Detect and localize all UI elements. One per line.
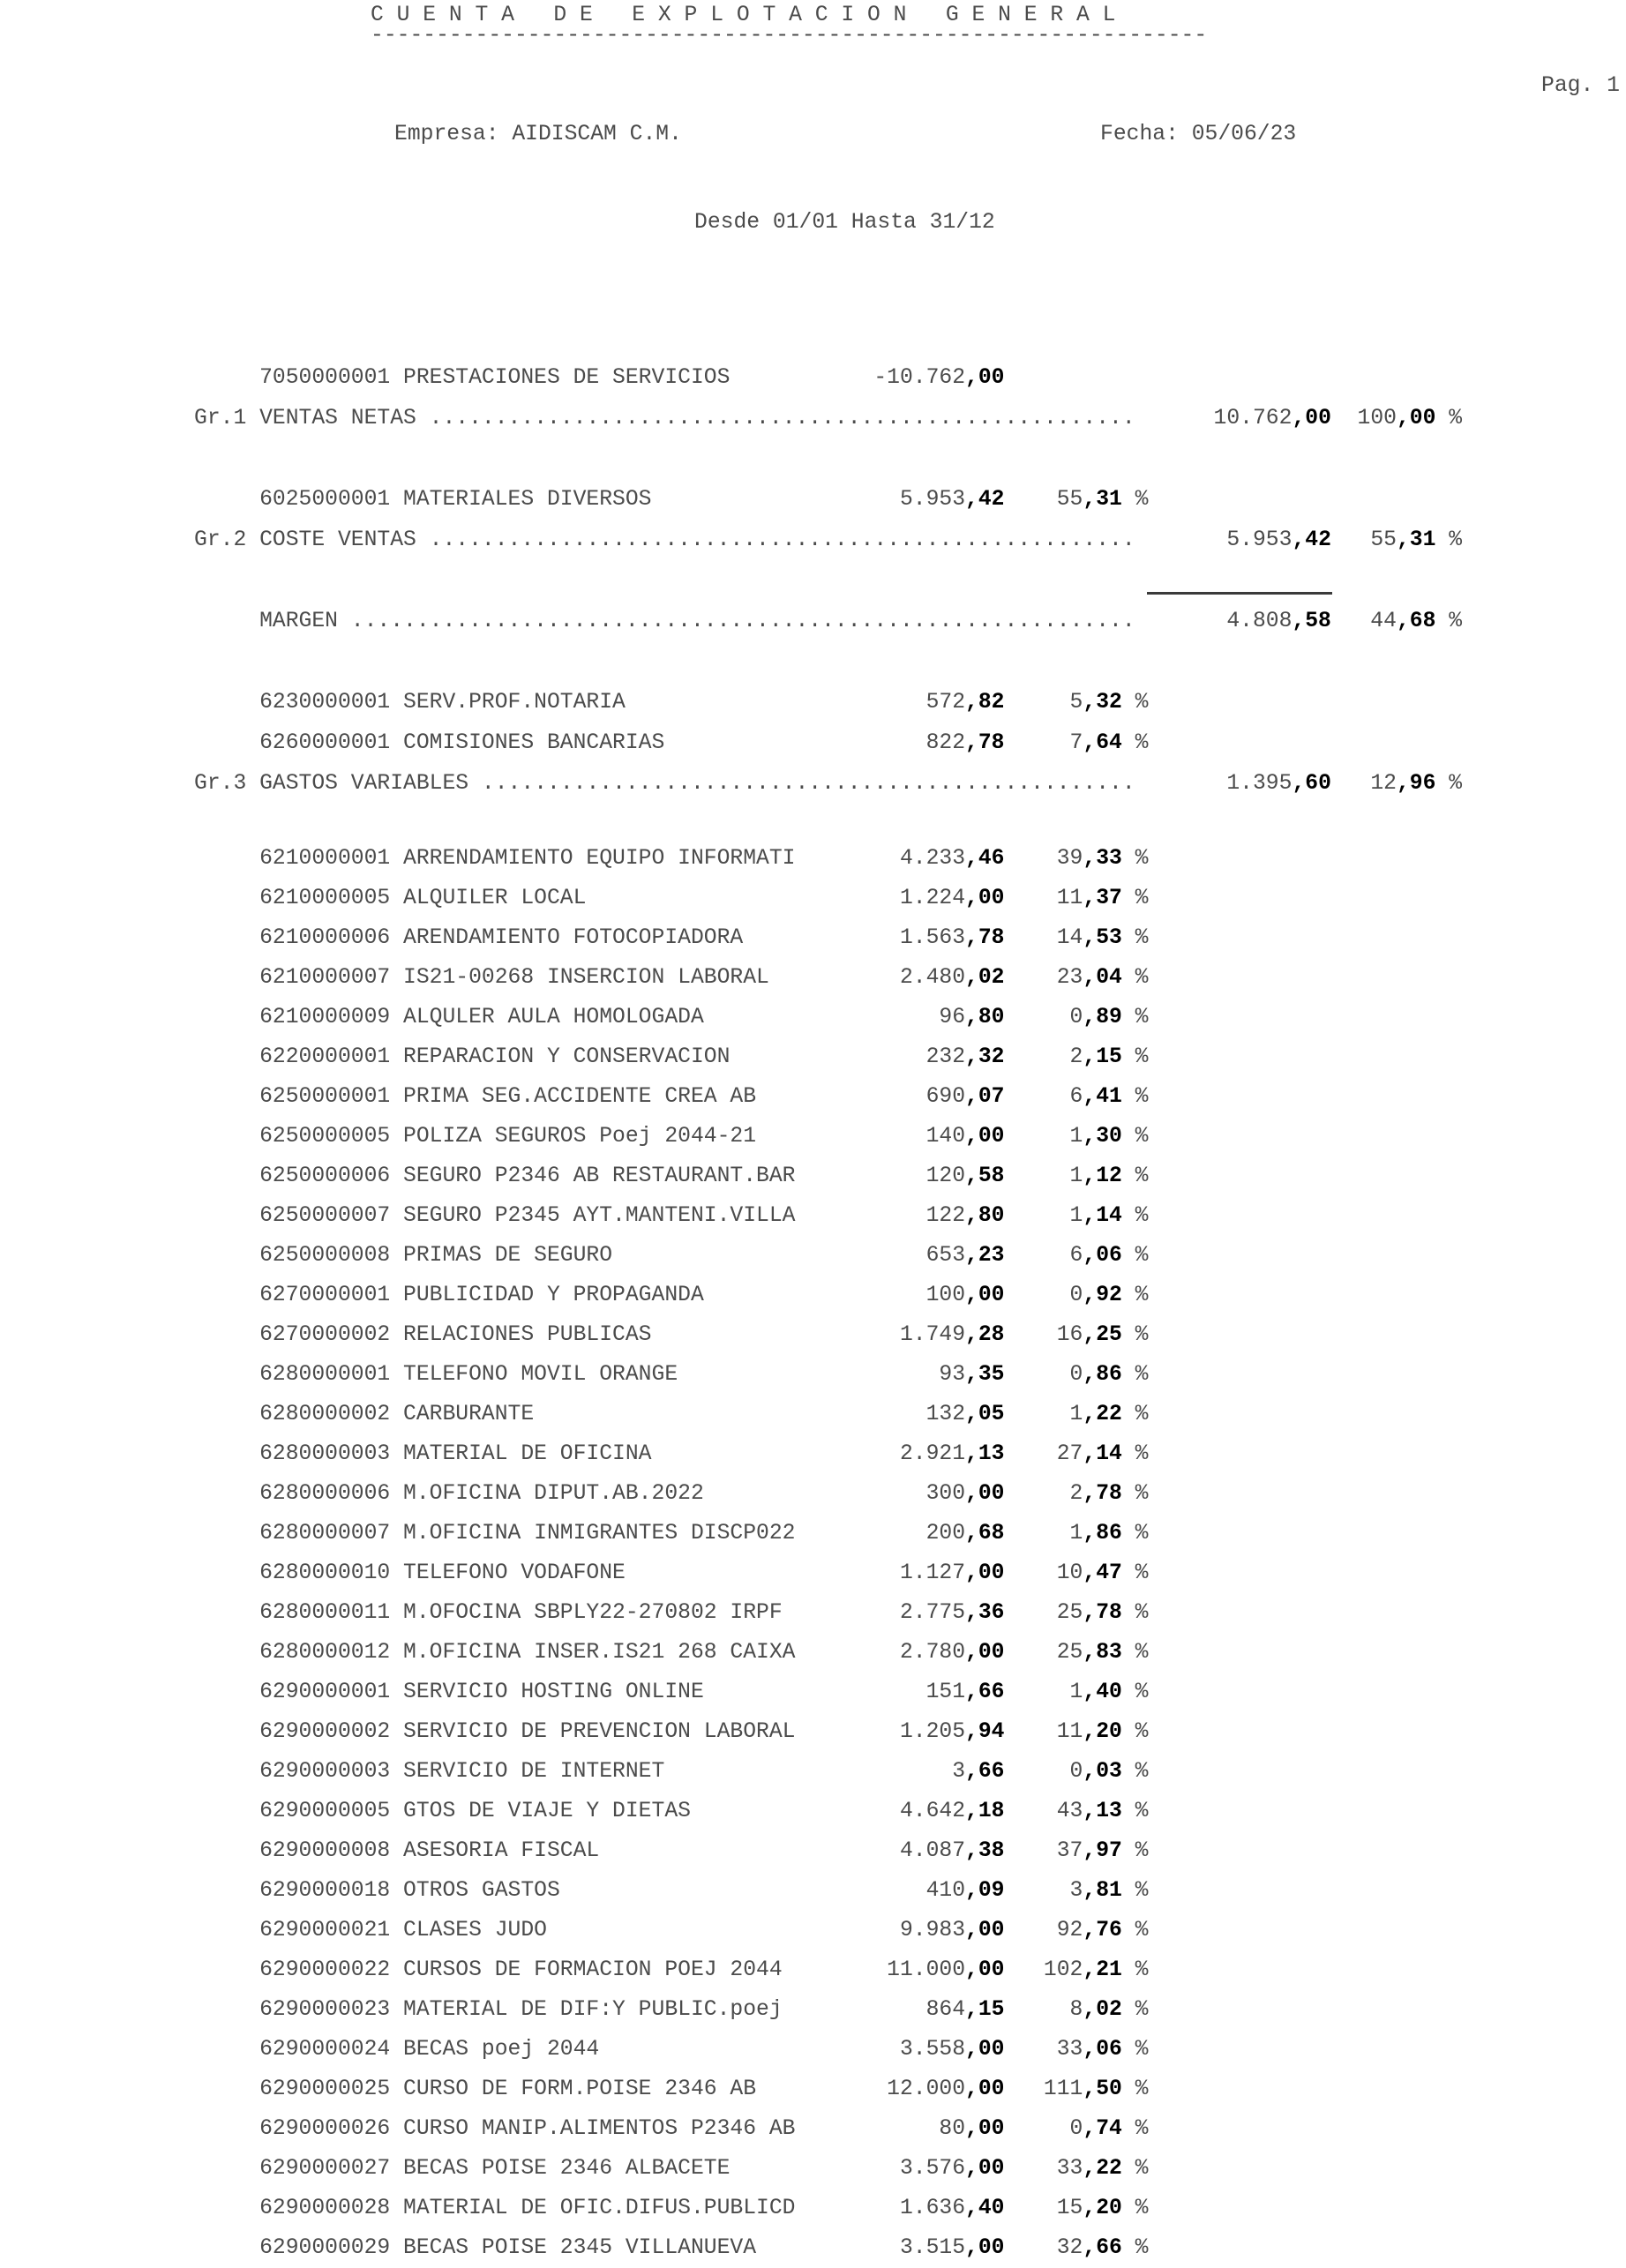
account-row [194, 1950, 1161, 1990]
percent-sign: % [1121, 1084, 1149, 1109]
percent-sign: % [1121, 690, 1149, 715]
account-description: GTOS DE VIAJE Y DIETAS [403, 1799, 691, 1823]
account-number: 6290000008 [259, 1838, 391, 1863]
percent-sign: % [1121, 1322, 1149, 1347]
account-row [194, 2070, 1161, 2109]
account-number: 6250000005 [259, 1124, 391, 1149]
account-number: 6250000006 [259, 1164, 391, 1188]
account-row [194, 479, 1475, 520]
account-description: M.OFICINA INMIGRANTES DISCP022 [403, 1521, 796, 1546]
percent-sign: % [1121, 1957, 1149, 1982]
account-row [194, 2030, 1161, 2070]
group-total-row [194, 763, 1475, 804]
group-percent: 12,96 [1370, 771, 1436, 796]
amount-value: 200,68 [925, 1521, 1005, 1546]
account-row [194, 1434, 1161, 1474]
amount-value: 151,66 [925, 1680, 1005, 1704]
account-description: CURSO MANIP.ALIMENTOS P2346 AB [403, 2116, 796, 2141]
amount-value: 5.953,42 [899, 487, 1005, 512]
percent-sign: % [1121, 1640, 1149, 1665]
percent-sign: % [1121, 846, 1149, 871]
percent-value: 23,04 [1056, 965, 1122, 990]
amount-value: 2.780,00 [899, 1640, 1005, 1665]
account-row [194, 1355, 1161, 1395]
amount-value: 1.127,00 [899, 1561, 1005, 1585]
percent-value: 1,30 [1069, 1124, 1122, 1149]
percent-sign: % [1121, 1997, 1149, 2022]
amount-value: 653,23 [925, 1243, 1005, 1268]
account-description: MATERIAL DE DIF:Y PUBLIC.poej [403, 1997, 783, 2022]
percent-sign: % [1121, 965, 1149, 990]
account-number: 6290000029 [259, 2235, 391, 2260]
margin-row [194, 601, 1475, 641]
percent-sign: % [1121, 886, 1149, 910]
account-row [194, 839, 1161, 879]
account-number: 6230000001 [259, 690, 391, 715]
percent-value: 3,81 [1069, 1878, 1122, 1903]
percent-value: 6,41 [1069, 1084, 1122, 1109]
account-row [194, 998, 1161, 1037]
percent-sign: % [1121, 2116, 1149, 2141]
percent-value: 1,40 [1069, 1680, 1122, 1704]
percent-sign: % [1435, 609, 1463, 633]
amount-value: 12.000,00 [887, 2077, 1005, 2101]
account-number: 6290000021 [259, 1918, 391, 1942]
group-total-row [194, 520, 1475, 560]
page-number: Pag. 1 [1541, 73, 1620, 98]
account-row [194, 1276, 1161, 1315]
account-number: 6280000010 [259, 1561, 391, 1585]
account-number: 6250000007 [259, 1203, 391, 1228]
account-description: BECAS POISE 2345 VILLANUEVA [403, 2235, 757, 2260]
percent-value: 6,06 [1069, 1243, 1122, 1268]
percent-sign: % [1121, 1521, 1149, 1546]
account-number: 6280000007 [259, 1521, 391, 1546]
section-expense-list [194, 839, 1161, 2268]
account-number: 6280000002 [259, 1402, 391, 1426]
percent-sign: % [1121, 1283, 1149, 1307]
percent-sign: % [1121, 2077, 1149, 2101]
percent-value: 15,20 [1056, 2196, 1122, 2220]
percent-value: 37,97 [1056, 1838, 1122, 1863]
account-description: RELACIONES PUBLICAS [403, 1322, 652, 1347]
account-number: 6290000026 [259, 2116, 391, 2141]
account-number: 6270000001 [259, 1283, 391, 1307]
group-percent: 100,00 [1357, 406, 1436, 430]
percent-sign: % [1121, 1680, 1149, 1704]
amount-value: 4.233,46 [899, 846, 1005, 871]
group-percent: 55,31 [1370, 528, 1436, 552]
percent-value: 0,86 [1069, 1362, 1122, 1387]
percent-value: 1,86 [1069, 1521, 1122, 1546]
account-number: 7050000001 [259, 365, 391, 390]
account-description: SERVICIO HOSTING ONLINE [403, 1680, 704, 1704]
account-row [194, 1911, 1161, 1950]
percent-sign: % [1121, 2196, 1149, 2220]
account-description: M.OFICINA INSER.IS21 268 CAIXA [403, 1640, 796, 1665]
percent-sign: % [1121, 1799, 1149, 1823]
percent-sign: % [1121, 1124, 1149, 1149]
account-row [194, 2228, 1161, 2268]
account-row [194, 1117, 1161, 1156]
group-label: Gr.2 COSTE VENTAS ...................................................... [194, 528, 1135, 552]
percent-value: 16,25 [1056, 1322, 1122, 1347]
account-row [194, 1236, 1161, 1276]
percent-sign: % [1121, 925, 1149, 950]
account-number: 6290000018 [259, 1878, 391, 1903]
account-description: SERVICIO DE INTERNET [403, 1759, 665, 1784]
amount-value: 96,80 [939, 1005, 1005, 1029]
account-description: MATERIALES DIVERSOS [403, 487, 652, 512]
account-number: 6290000028 [259, 2196, 391, 2220]
percent-value: 2,15 [1069, 1044, 1122, 1069]
account-description: SERVICIO DE PREVENCION LABORAL [403, 1719, 796, 1744]
amount-value: 2.480,02 [899, 965, 1005, 990]
account-number: 6210000007 [259, 965, 391, 990]
account-row [194, 1752, 1161, 1792]
account-description: SERV.PROF.NOTARIA [403, 690, 626, 715]
account-row [194, 2189, 1161, 2228]
amount-value: 4.642,18 [899, 1799, 1005, 1823]
report-date: Fecha: 05/06/23 [1100, 122, 1297, 146]
account-description: CURSOS DE FORMACION POEJ 2044 [403, 1957, 783, 1982]
account-number: 6290000002 [259, 1719, 391, 1744]
account-number: 6290000024 [259, 2037, 391, 2062]
amount-value: -10.762,00 [873, 365, 1005, 390]
percent-sign: % [1121, 1759, 1149, 1784]
account-description: MATERIAL DE OFIC.DIFUS.PUBLICD [403, 2196, 796, 2220]
account-row [194, 1871, 1161, 1911]
amount-value: 232,32 [925, 1044, 1005, 1069]
percent-sign: % [1121, 2235, 1149, 2260]
account-description: POLIZA SEGUROS Poej 2044-21 [403, 1124, 757, 1149]
account-number: 6210000001 [259, 846, 391, 871]
percent-value: 27,14 [1056, 1441, 1122, 1466]
percent-value: 33,06 [1056, 2037, 1122, 2062]
percent-value: 5,32 [1069, 690, 1122, 715]
percent-sign: % [1121, 1164, 1149, 1188]
account-row [194, 1474, 1161, 1514]
percent-value: 14,53 [1056, 925, 1122, 950]
percent-value: 11,20 [1056, 1719, 1122, 1744]
amount-value: 2.921,13 [899, 1441, 1005, 1466]
amount-value: 140,00 [925, 1124, 1005, 1149]
group-total-row [194, 398, 1475, 438]
amount-value: 100,00 [925, 1283, 1005, 1307]
percent-value: 32,66 [1056, 2235, 1122, 2260]
group-amount: 1.395,60 [1226, 771, 1331, 796]
account-row [194, 1553, 1161, 1593]
account-description: ARENDAMIENTO FOTOCOPIADORA [403, 925, 744, 950]
amount-value: 300,00 [925, 1481, 1005, 1506]
account-number: 6280000011 [259, 1600, 391, 1625]
account-description: CLASES JUDO [403, 1918, 547, 1942]
account-description: CARBURANTE [403, 1402, 535, 1426]
account-description: SEGURO P2345 AYT.MANTENI.VILLA [403, 1203, 796, 1228]
account-description: OTROS GASTOS [403, 1878, 560, 1903]
account-number: 6250000008 [259, 1243, 391, 1268]
account-description: ALQUILER LOCAL [403, 886, 587, 910]
account-row [194, 722, 1475, 763]
account-number: 6290000001 [259, 1680, 391, 1704]
percent-value: 1,14 [1069, 1203, 1122, 1228]
percent-sign: % [1121, 1441, 1149, 1466]
account-row [194, 682, 1475, 722]
account-number: 6290000005 [259, 1799, 391, 1823]
amount-value: 9.983,00 [899, 1918, 1005, 1942]
account-number: 6270000002 [259, 1322, 391, 1347]
account-row [194, 1156, 1161, 1196]
account-description: M.OFOCINA SBPLY22-270802 IRPF [403, 1600, 783, 1625]
group-percent: 44,68 [1370, 609, 1436, 633]
percent-sign: % [1121, 1838, 1149, 1863]
percent-sign: % [1121, 1481, 1149, 1506]
account-description: REPARACION Y CONSERVACION [403, 1044, 731, 1069]
amount-value: 122,80 [925, 1203, 1005, 1228]
percent-sign: % [1121, 487, 1149, 512]
group-label: Gr.3 GASTOS VARIABLES .................................................. [194, 771, 1135, 796]
percent-value: 33,22 [1056, 2156, 1122, 2181]
percent-sign: % [1435, 528, 1463, 552]
amount-value: 11.000,00 [887, 1957, 1005, 1982]
percent-value: 102,21 [1043, 1957, 1122, 1982]
amount-value: 864,15 [925, 1997, 1005, 2022]
amount-value: 93,35 [939, 1362, 1005, 1387]
percent-value: 11,37 [1056, 886, 1122, 910]
account-description: TELEFONO VODAFONE [403, 1561, 626, 1585]
account-row [194, 1990, 1161, 2030]
account-number: 6025000001 [259, 487, 391, 512]
percent-sign: % [1121, 1243, 1149, 1268]
account-description: BECAS POISE 2346 ALBACETE [403, 2156, 731, 2181]
account-row [194, 357, 1475, 398]
group-amount: 10.762,00 [1213, 406, 1331, 430]
account-row [194, 1593, 1161, 1633]
amount-value: 3.515,00 [899, 2235, 1005, 2260]
percent-value: 0,03 [1069, 1759, 1122, 1784]
account-description: PRIMA SEG.ACCIDENTE CREA AB [403, 1084, 757, 1109]
account-number: 6210000009 [259, 1005, 391, 1029]
group-label: MARGEN ............................................................ [259, 609, 1135, 633]
account-row [194, 1037, 1161, 1077]
account-row [194, 1673, 1161, 1712]
account-row [194, 1712, 1161, 1752]
percent-sign: % [1121, 730, 1149, 755]
percent-value: 25,83 [1056, 1640, 1122, 1665]
account-row [194, 1514, 1161, 1553]
percent-value: 55,31 [1056, 487, 1122, 512]
amount-value: 3.576,00 [899, 2156, 1005, 2181]
percent-sign: % [1121, 1918, 1149, 1942]
percent-sign: % [1121, 1203, 1149, 1228]
account-row [194, 958, 1161, 998]
account-number: 6250000001 [259, 1084, 391, 1109]
amount-value: 120,58 [925, 1164, 1005, 1188]
percent-value: 92,76 [1056, 1918, 1122, 1942]
percent-sign: % [1435, 406, 1463, 430]
percent-value: 0,89 [1069, 1005, 1122, 1029]
account-row [194, 918, 1161, 958]
account-number: 6210000006 [259, 925, 391, 950]
account-row [194, 1077, 1161, 1117]
account-row [194, 1831, 1161, 1871]
account-number: 6280000006 [259, 1481, 391, 1506]
account-row [194, 2109, 1161, 2149]
account-number: 6280000001 [259, 1362, 391, 1387]
group-amount: 5.953,42 [1226, 528, 1331, 552]
account-number: 6290000022 [259, 1957, 391, 1982]
company-name: Empresa: AIDISCAM C.M. [394, 122, 682, 146]
percent-value: 1,22 [1069, 1402, 1122, 1426]
amount-value: 410,09 [925, 1878, 1005, 1903]
percent-sign: % [1121, 1005, 1149, 1029]
percent-value: 8,02 [1069, 1997, 1122, 2022]
percent-value: 0,92 [1069, 1283, 1122, 1307]
percent-sign: % [1121, 1878, 1149, 1903]
period-range: Desde 01/01 Hasta 31/12 [694, 210, 995, 235]
account-description: PRESTACIONES DE SERVICIOS [403, 365, 731, 390]
percent-value: 43,13 [1056, 1799, 1122, 1823]
amount-value: 132,05 [925, 1402, 1005, 1426]
account-number: 6280000003 [259, 1441, 391, 1466]
percent-sign: % [1121, 1044, 1149, 1069]
account-description: SEGURO P2346 AB RESTAURANT.BAR [403, 1164, 796, 1188]
amount-value: 2.775,36 [899, 1600, 1005, 1625]
title-underline: ---------------------------------------------------------------- [371, 23, 1208, 48]
amount-value: 80,00 [939, 2116, 1005, 2141]
account-number: 6280000012 [259, 1640, 391, 1665]
section-cost [194, 479, 1475, 560]
account-number: 6290000025 [259, 2077, 391, 2101]
percent-sign: % [1121, 2156, 1149, 2181]
percent-value: 111,50 [1043, 2077, 1122, 2101]
percent-sign: % [1121, 1600, 1149, 1625]
account-number: 6290000003 [259, 1759, 391, 1784]
account-description: M.OFICINA DIPUT.AB.2022 [403, 1481, 704, 1506]
percent-value: 0,74 [1069, 2116, 1122, 2141]
percent-value: 39,33 [1056, 846, 1122, 871]
account-description: COMISIONES BANCARIAS [403, 730, 665, 755]
account-row [194, 1792, 1161, 1831]
amount-value: 1.563,78 [899, 925, 1005, 950]
percent-sign: % [1121, 2037, 1149, 2062]
account-description: ALQULER AULA HOMOLOGADA [403, 1005, 704, 1029]
amount-value: 1.224,00 [899, 886, 1005, 910]
account-description: IS21-00268 INSERCION LABORAL [403, 965, 769, 990]
amount-value: 1.749,28 [899, 1322, 1005, 1347]
percent-value: 1,12 [1069, 1164, 1122, 1188]
account-row [194, 1633, 1161, 1673]
percent-value: 10,47 [1056, 1561, 1122, 1585]
amount-value: 1.205,94 [899, 1719, 1005, 1744]
amount-value: 4.087,38 [899, 1838, 1005, 1863]
percent-sign: % [1435, 771, 1463, 796]
section-variable-expenses [194, 682, 1475, 804]
percent-value [1005, 357, 1122, 398]
account-number: 6210000005 [259, 886, 391, 910]
amount-value: 822,78 [925, 730, 1005, 755]
percent-sign: % [1121, 1362, 1149, 1387]
amount-value: 572,82 [925, 690, 1005, 715]
account-description: ASESORIA FISCAL [403, 1838, 600, 1863]
account-row [194, 2149, 1161, 2189]
account-row [194, 1315, 1161, 1355]
account-description: BECAS poej 2044 [403, 2037, 600, 2062]
account-description: PUBLICIDAD Y PROPAGANDA [403, 1283, 704, 1307]
percent-value: 2,78 [1069, 1481, 1122, 1506]
account-row [194, 879, 1161, 918]
section-sales [194, 357, 1475, 438]
account-number: 6220000001 [259, 1044, 391, 1069]
account-description: CURSO DE FORM.POISE 2346 AB [403, 2077, 757, 2101]
account-description: MATERIAL DE OFICINA [403, 1441, 652, 1466]
account-row [194, 1196, 1161, 1236]
percent-sign [1122, 357, 1161, 398]
percent-sign: % [1121, 1402, 1149, 1426]
report-title: C U E N T A D E E X P L O T A C I O N G E N E R A L [371, 3, 1116, 27]
percent-value: 7,64 [1069, 730, 1122, 755]
account-description: PRIMAS DE SEGURO [403, 1243, 613, 1268]
account-description: TELEFONO MOVIL ORANGE [403, 1362, 678, 1387]
percent-sign: % [1121, 1561, 1149, 1585]
amount-value: 3,66 [952, 1759, 1005, 1784]
amount-value: 690,07 [925, 1084, 1005, 1109]
account-number: 6290000027 [259, 2156, 391, 2181]
percent-sign: % [1121, 1719, 1149, 1744]
account-number: 6260000001 [259, 730, 391, 755]
account-description: ARRENDAMIENTO EQUIPO INFORMATI [403, 846, 796, 871]
section-margin [194, 601, 1475, 641]
subtotal-rule [1147, 592, 1332, 595]
group-label: Gr.1 VENTAS NETAS ...................................................... [194, 406, 1135, 430]
amount-value: 3.558,00 [899, 2037, 1005, 2062]
percent-value: 25,78 [1056, 1600, 1122, 1625]
account-row [194, 1395, 1161, 1434]
amount-value: 1.636,40 [899, 2196, 1005, 2220]
account-number: 6290000023 [259, 1997, 391, 2022]
group-amount: 4.808,58 [1226, 609, 1331, 633]
